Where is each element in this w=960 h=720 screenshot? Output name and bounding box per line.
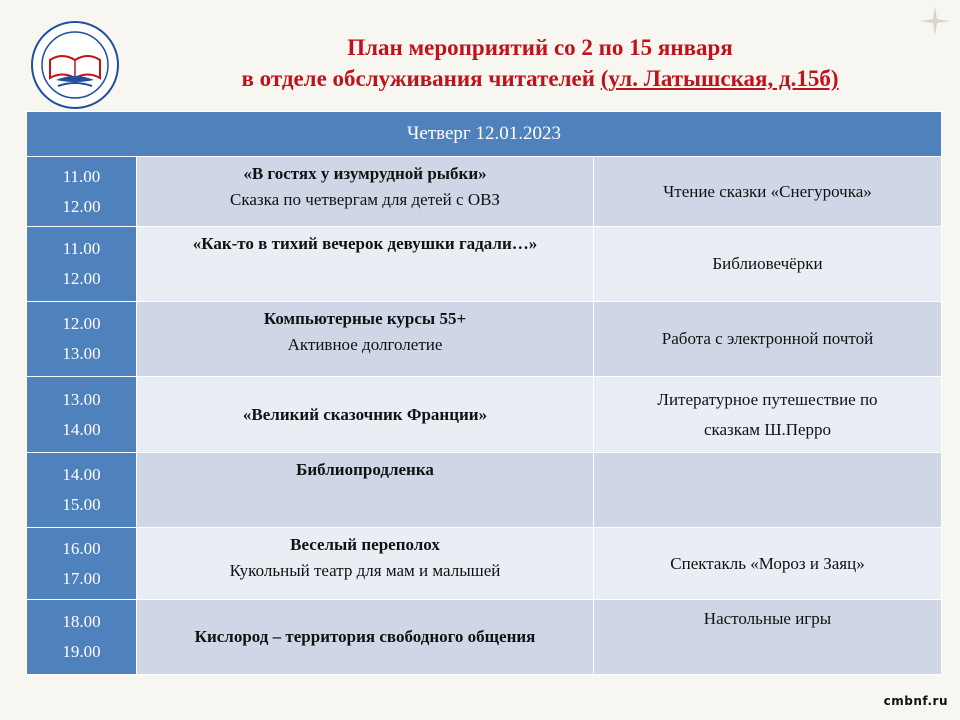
- title-prefix: в отделе обслуживания читателей: [241, 66, 601, 91]
- end-time: 12.00: [62, 196, 101, 216]
- event-cell: [137, 528, 594, 600]
- time-cell: [27, 377, 137, 453]
- description-cell: Работа с электронной почтой: [594, 302, 942, 377]
- description-cell: Чтение сказки «Снегурочка»: [594, 157, 942, 227]
- time-cell: [27, 227, 137, 302]
- start-time: 14.00: [62, 465, 101, 484]
- description-cell: [594, 377, 942, 453]
- event-subtitle: Активное долголетие: [287, 335, 443, 354]
- event-cell: [137, 600, 594, 675]
- description-line-1: Литературное путешествие по: [657, 389, 878, 409]
- event-cell: [137, 302, 594, 377]
- description-cell: Спектакль «Мороз и Заяц»: [594, 528, 942, 600]
- end-time: 17.00: [62, 568, 101, 588]
- event-subtitle: Сказка по четвергам для детей с ОВЗ: [230, 190, 500, 209]
- time-cell: [27, 157, 137, 227]
- start-time: 12.00: [62, 314, 101, 333]
- table-row: [27, 377, 942, 453]
- end-time: 14.00: [62, 419, 101, 439]
- event-title: Библиопродленка: [296, 460, 434, 479]
- time-cell: [27, 453, 137, 528]
- event-cell: [137, 377, 594, 453]
- library-logo: [30, 20, 120, 110]
- end-time: 12.00: [62, 269, 101, 288]
- event-cell: [137, 157, 594, 227]
- table-row: [27, 227, 942, 302]
- time-cell: [27, 600, 137, 675]
- event-cell: [137, 453, 594, 528]
- title-address: (ул. Латышская, д.15б): [600, 66, 839, 91]
- event-subtitle: Кукольный театр для мам и малышей: [229, 561, 501, 580]
- schedule-table: [26, 111, 942, 675]
- end-time: 15.00: [62, 495, 101, 514]
- page-title: [140, 32, 940, 94]
- day-header: Четверг 12.01.2023: [27, 112, 942, 157]
- description-cell: Библиовечёрки: [594, 227, 942, 302]
- event-title: «Как-то в тихий вечерок девушки гадали…»: [192, 234, 538, 253]
- event-title: Кислород – территория свободного общения: [194, 627, 536, 646]
- description-cell: [594, 453, 942, 528]
- table-row: [27, 600, 942, 675]
- event-title: Компьютерные курсы 55+: [263, 309, 467, 328]
- event-title: Веселый переполох: [290, 535, 440, 554]
- event-cell: [137, 227, 594, 302]
- end-time: 13.00: [62, 344, 101, 363]
- table-row: [27, 302, 942, 377]
- description-line-2: сказкам Ш.Перро: [703, 419, 832, 439]
- table-row: [27, 528, 942, 600]
- table-row: [27, 157, 942, 227]
- title-line-1: План мероприятий со 2 по 15 января: [347, 35, 733, 60]
- time-cell: [27, 528, 137, 600]
- event-title: «Великий сказочник Франции»: [242, 404, 488, 424]
- description-cell: Настольные игры: [594, 600, 942, 675]
- start-time: 11.00: [62, 166, 101, 186]
- start-time: 13.00: [62, 389, 101, 409]
- title-line-2: [140, 63, 940, 94]
- event-title: «В гостях у изумрудной рыбки»: [243, 164, 487, 183]
- start-time: 11.00: [62, 239, 101, 258]
- start-time: 16.00: [62, 538, 101, 558]
- table-row: [27, 453, 942, 528]
- time-cell: [27, 302, 137, 377]
- end-time: 19.00: [62, 642, 101, 661]
- watermark: cmbnf.ru: [883, 694, 948, 708]
- start-time: 18.00: [62, 612, 101, 631]
